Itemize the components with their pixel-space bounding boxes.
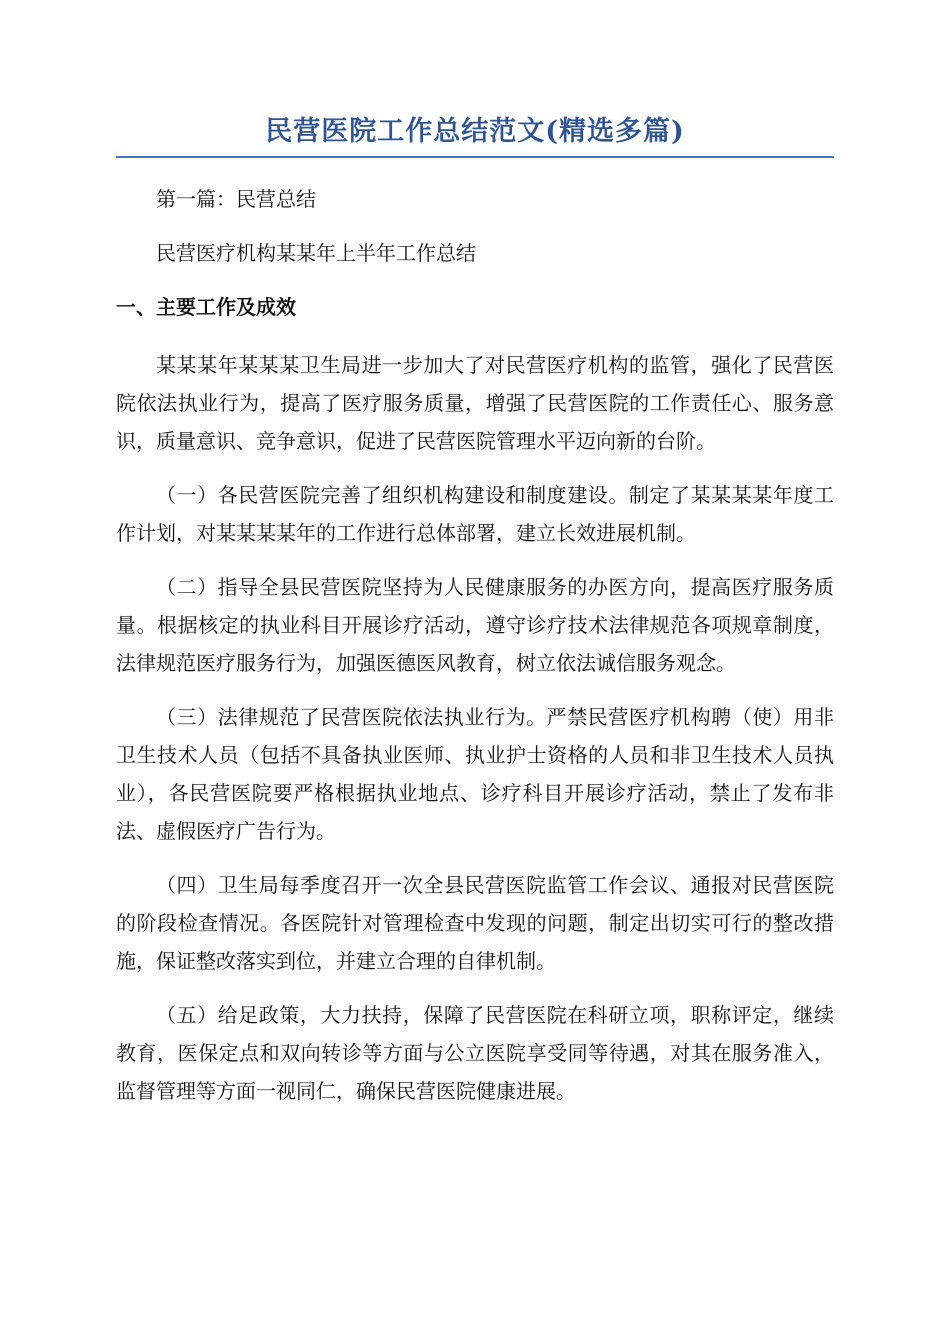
document-page [116,112,834,1110]
paragraph-intro: 某某某年某某某卫生局进一步加大了对民营医疗机构的监管，强化了民营医院依法执业行为，提高了医疗服务质量，增强了民营医院的工作责任心、服务意识，质量意识、竞争意识，促进了民营医院管理水平迈向新的台阶。 [116,353,834,453]
section-label: 第一篇：民营总结 [156,187,316,211]
document-title: 民营医院工作总结范文(精选多篇) [116,112,834,158]
paragraph-item-4: （四）卫生局每季度召开一次全县民营医院监管工作会议、通报对民营医院的阶段检查情况。各医院针对管理检查中发现的问题，制定出切实可行的整改措施，保证整改落实到位，并建立合理的自律机制。 [116,873,834,973]
paragraph-item-2: （二）指导全县民营医院坚持为人民健康服务的办医方向，提高医疗服务质量。根据核定的执业科目开展诊疗活动，遵守诊疗技术法律规范各项规章制度，法律规范医疗服务行为，加强医德医风教育，树立依法诚信服务观念。 [116,575,834,675]
paragraph-item-3: （三）法律规范了民营医院依法执业行为。严禁民营医疗机构聘（使）用非卫生技术人员（包括不具备执业医师、执业护士资格的人员和非卫生技术人员执业），各民营医院要严格根据执业地点、诊疗科目开展诊疗活动，禁止了发布非法、虚假医疗广告行为。 [116,705,834,843]
document-subtitle: 民营医疗机构某某年上半年工作总结 [156,241,476,265]
paragraph-item-1: （一）各民营医院完善了组织机构建设和制度建设。制定了某某某某年度工作计划，对某某某某年的工作进行总体部署，建立长效进展机制。 [116,483,834,545]
section-heading: 一、主要工作及成效 [116,295,296,319]
paragraph-item-5: （五）给足政策，大力扶持，保障了民营医院在科研立项，职称评定，继续教育，医保定点和双向转诊等方面与公立医院享受同等待遇，对其在服务准入，监督管理等方面一视同仁，确保民营医院健康进展。 [116,1003,834,1103]
